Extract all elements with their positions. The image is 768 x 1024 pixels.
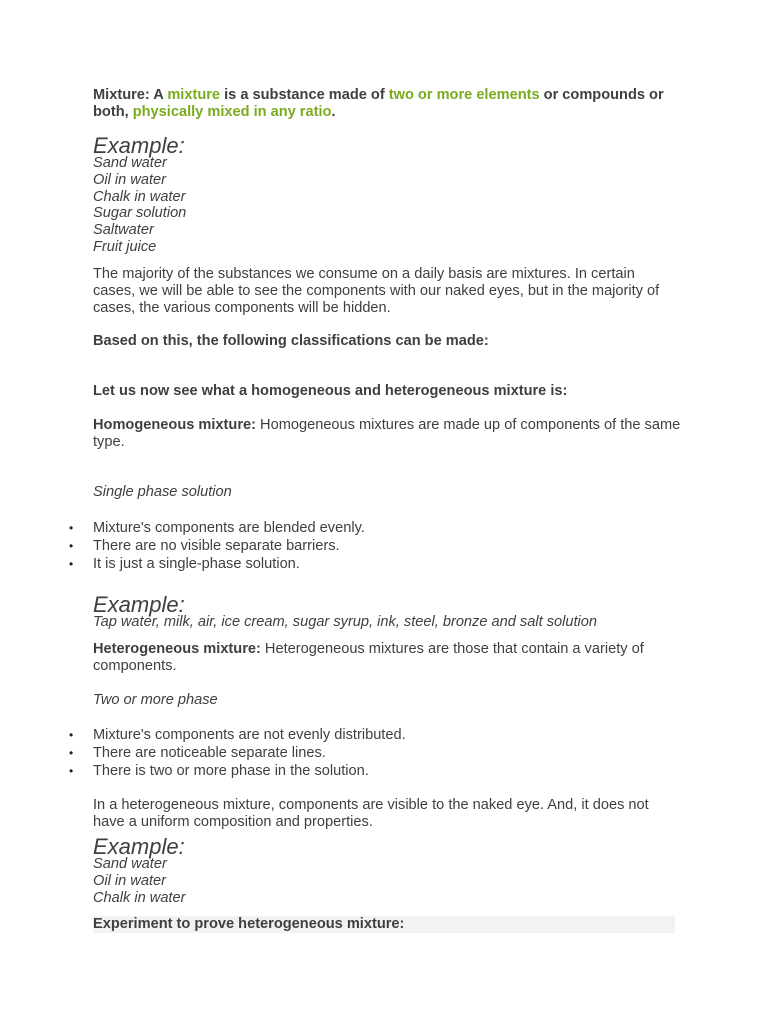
- definition-text: is a substance made of: [220, 87, 389, 103]
- definition-label: Mixture: A: [93, 87, 168, 103]
- single-phase-caption: Single phase solution: [93, 484, 232, 500]
- list-item: • Mixture's components are not evenly distributed.: [93, 726, 406, 744]
- list-item: Saltwater: [93, 222, 154, 239]
- list-item: Sand water: [93, 856, 167, 872]
- list-item: • It is just a single-phase solution.: [93, 555, 365, 573]
- example-list-2: [93, 856, 185, 906]
- list-item: Oil in water: [93, 872, 166, 889]
- term-two-or-more: two or more elements: [388, 87, 540, 103]
- classifications-heading: Based on this, the following classifications can be made:: [93, 333, 489, 349]
- list-item: Chalk in water: [93, 889, 186, 906]
- homogeneous-examples: Tap water, milk, air, ice cream, sugar syrup, ink, steel, bronze and salt solution: [93, 614, 597, 630]
- list-item: • There are noticeable separate lines.: [93, 744, 406, 762]
- list-item: Sugar solution: [93, 205, 187, 222]
- list-item: • Mixture's components are blended evenly.: [93, 519, 365, 537]
- example-heading-3: Example:: [93, 834, 185, 859]
- homogeneous-label: Homogeneous mixture:: [93, 417, 256, 433]
- term-physically-mixed: physically mixed in any ratio: [132, 103, 332, 120]
- list-item: • There is two or more phase in the solution.: [93, 762, 406, 780]
- heterogeneous-definition: [93, 641, 675, 675]
- list-item: • There are no visible separate barriers.: [93, 537, 365, 555]
- homogeneous-text: Homogeneous mixtures are made up of components of the same type.: [93, 417, 681, 450]
- definition-end: .: [331, 103, 336, 120]
- list-item: Oil in water: [93, 171, 166, 188]
- heterogeneous-text: Heterogeneous mixtures are those that contain a variety of components.: [93, 641, 644, 674]
- list-item: Chalk in water: [93, 188, 186, 205]
- two-phase-caption: Two or more phase: [93, 692, 218, 708]
- homo-hetero-heading: Let us now see what a homogeneous and heterogeneous mixture is:: [93, 383, 568, 399]
- heterogeneous-label: Heterogeneous mixture:: [93, 641, 261, 657]
- example-heading-1: Example:: [93, 133, 185, 158]
- list-item: Fruit juice: [93, 238, 157, 255]
- homogeneous-bullets: [93, 519, 365, 573]
- homogeneous-definition: [93, 417, 683, 451]
- example-list-1: [93, 155, 186, 256]
- heterogeneous-bullets: [93, 726, 406, 780]
- mixture-definition: [93, 87, 675, 121]
- example-heading-2: Example:: [93, 592, 185, 617]
- definition-text-2: or compounds or both,: [93, 87, 664, 120]
- term-mixture: mixture: [167, 87, 221, 103]
- list-item: Sand water: [93, 155, 167, 171]
- paragraph-majority: The majority of the substances we consume on a daily basis are mixtures. In certain cases, we will be able to see the components with our naked eyes, but in the majority of cases, the various components will be hidden.: [93, 266, 660, 316]
- experiment-heading: Experiment to prove heterogeneous mixture:: [93, 916, 675, 933]
- paragraph-heterogeneous: In a heterogeneous mixture, components are visible to the naked eye. And, it does not have a uniform composition and properties.: [93, 797, 649, 830]
